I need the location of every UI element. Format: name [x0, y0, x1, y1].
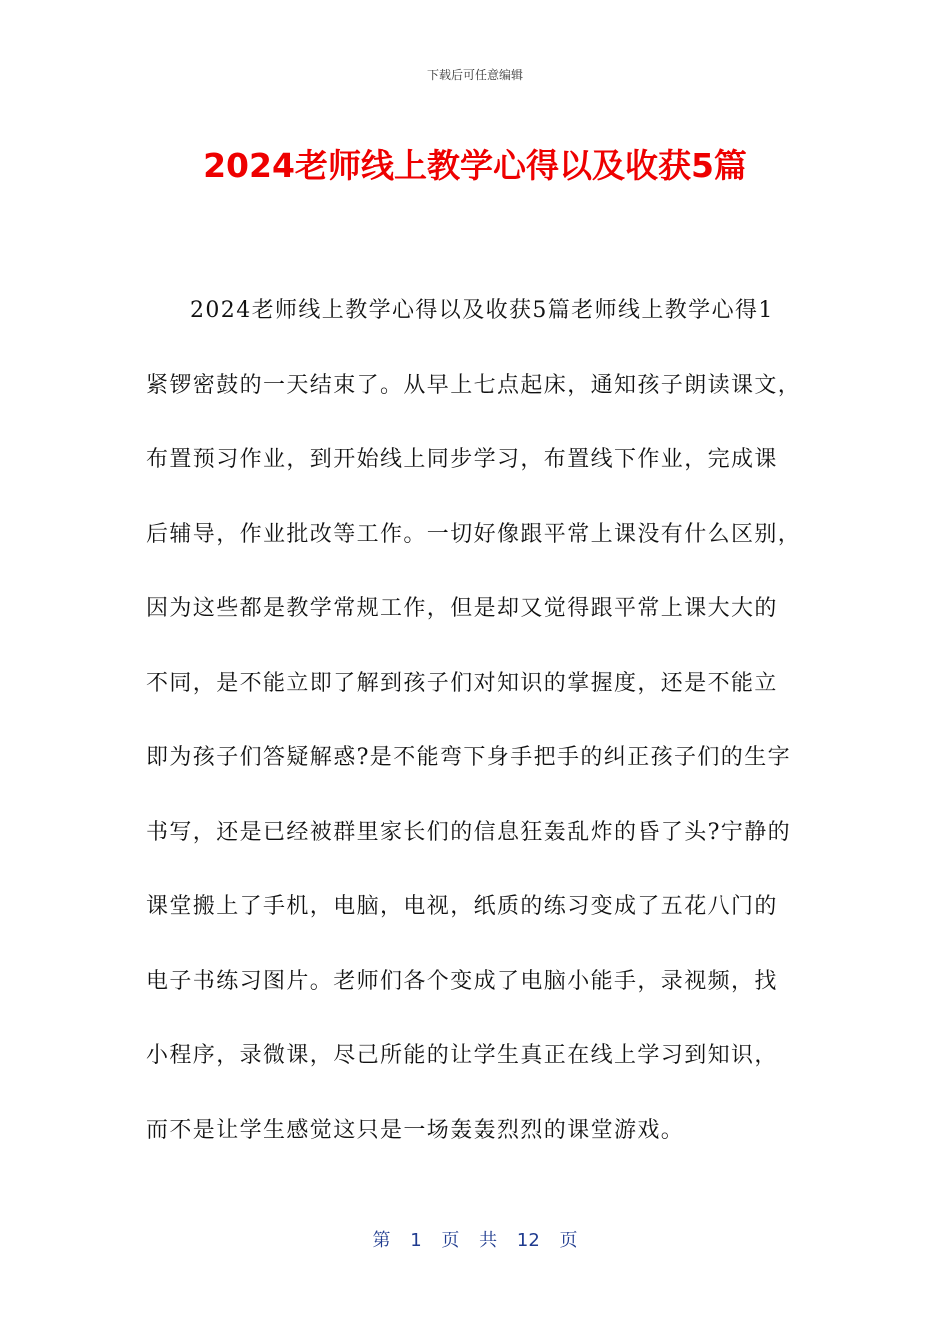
body-line: 课堂搬上了手机，电脑，电视，纸质的练习变成了五花八门的 — [146, 894, 778, 919]
page-label-middle: 页 共 — [441, 1230, 498, 1251]
body-line: 布置预习作业，到开始线上同步学习，布置线下作业，完成课 — [146, 447, 778, 472]
body-line: 电子书练习图片。老师们各个变成了电脑小能手，录视频，找 — [146, 968, 778, 994]
body-line: 小程序，录微课，尽己所能的让学生真正在线上学习到知识， — [146, 1043, 778, 1068]
page-label-suffix: 页 — [559, 1230, 578, 1251]
body-line: 2024老师线上教学心得以及收获5篇老师线上教学心得1 — [190, 298, 774, 323]
body-line: 因为这些都是教学常规工作，但是却又觉得跟平常上课大大的 — [146, 596, 778, 621]
document-title: 2024老师线上教学心得以及收获5篇 — [203, 146, 747, 185]
body-line: 后辅导，作业批改等工作。一切好像跟平常上课没有什么区别， — [146, 521, 802, 547]
page-footer — [0, 1226, 950, 1252]
body-line: 不同，是不能立即了解到孩子们对知识的掌握度，还是不能立 — [146, 670, 778, 696]
body-line: 紧锣密鼓的一天结束了。从早上七点起床，通知孩子朗读课文， — [146, 372, 802, 398]
body-line: 书写，还是已经被群里家长们的信息狂轰乱炸的昏了头?宁静的 — [146, 819, 791, 845]
body-line: 即为孩子们答疑解惑?是不能弯下身手把手的纠正孩子们的生字 — [146, 745, 791, 770]
body-line: 而不是让学生感觉这只是一场轰轰烈烈的课堂游戏。 — [146, 1117, 685, 1143]
page-label-prefix: 第 — [372, 1230, 391, 1251]
document-body — [146, 274, 806, 1168]
header-note: 下载后可任意编辑 — [426, 68, 523, 82]
current-page-number: 1 — [410, 1230, 422, 1251]
total-pages-number: 12 — [516, 1230, 540, 1251]
